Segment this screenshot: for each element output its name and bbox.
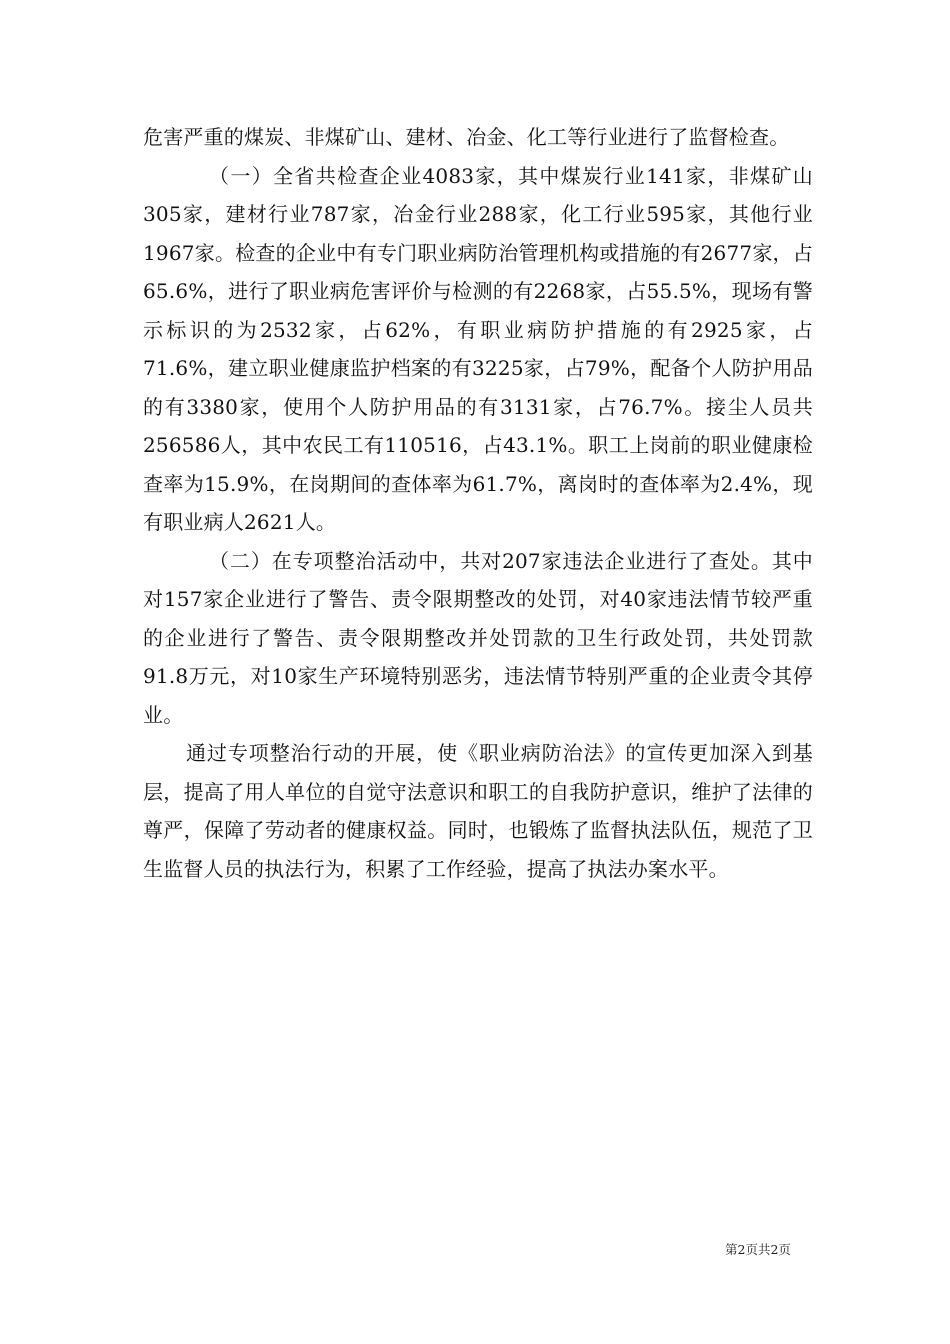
paragraph-section-one: （一）全省共检查企业4083家，其中煤炭行业141家，非煤矿山305家，建材行业787家，冶金行业288家，化工行业595家，其他行业1967家。检查的企业中有专门职业病防治管理机构或措施的有2677家，占65.6%，进行了职业病危害评价与检测的有2268家，占55.5%，现场有警示标识的为2532家，占62%，有职业病防护措施的有2925家，占71.6%，建立职业健康监护档案的有3225家，占79%，配备个人防护用品的有3380家，使用个人防护用品的有3131家，占76.7%。接尘人员共256586人，其中农民工有110516，占43.1%。职工上岗前的职业健康检查率为15.9%，在岗期间的查体率为61.7%，离岗时的查体率为2.4%，现有职业病人2621人。 (143, 163, 813, 534)
page-number-footer: 第2页共2页 (725, 1242, 791, 1257)
document-body (143, 118, 813, 888)
paragraph-section-two: （二）在专项整治活动中，共对207家违法企业进行了查处。其中对157家企业进行了警告、责令限期整改的处罚，对40家违法情节较严重的企业进行了警告、责令限期整改并处罚款的卫生行政处罚，共处罚款91.8万元，对10家生产环境特别恶劣，违法情节特别严重的企业责令其停业。 (143, 548, 813, 727)
paragraph-conclusion: 通过专项整治行动的开展，使《职业病防治法》的宣传更加深入到基层，提高了用人单位的自觉守法意识和职工的自我防护意识，维护了法律的尊严，保障了劳动者的健康权益。同时，也锻炼了监督执法队伍，规范了卫生监督人员的执法行为，积累了工作经验，提高了执法办案水平。 (143, 741, 813, 881)
paragraph-continued: 危害严重的煤炭、非煤矿山、建材、冶金、化工等行业进行了监督检查。 (143, 125, 790, 149)
